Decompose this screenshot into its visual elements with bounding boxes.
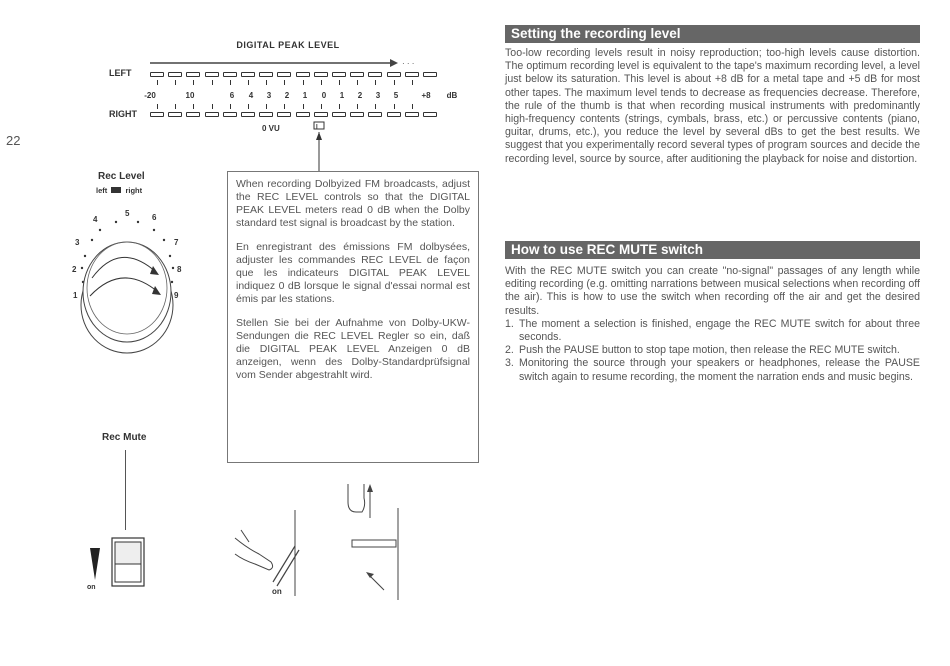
dial-number: 1 (73, 291, 78, 300)
meter-tick (266, 104, 267, 109)
meter-segment (332, 112, 346, 117)
rec-level-channels (96, 186, 166, 195)
meter-segment (423, 72, 437, 77)
meter-tick (375, 104, 376, 109)
meter-tick (175, 80, 176, 85)
scale-label: 3 (375, 91, 381, 100)
meter-segment (168, 112, 182, 117)
recording-level-body: Too-low recording levels result in noisy reproduction; too-high levels cause distortion. The optimum recording level is equivalent to the tape's maximum recording level, a level just below its saturation. This level is about +8 dB for a metal tape and +5 dB for most other tapes. The maximum level tends to decrease as frequencies decrease. Therefore, the rule of the thumb is that when recording musical instruments with predominantly high-frequency contents (strings, cymbals, brass, etc.) or percussive contents (piano, guitar, drums, etc.), you reduce the level by several dBs to get the best results. We suggest that you experimentally record several types of program sources and decide the recording level, source by source, after auditioning the playback for noise and distortion. (505, 47, 920, 165)
meter-tick (303, 104, 304, 109)
finger-on-label: on (272, 587, 282, 596)
meter-tick (284, 80, 285, 85)
svg-text:· · ·: · · · (402, 59, 415, 68)
meter-segment (387, 72, 401, 77)
meter-segment (296, 72, 310, 77)
meter-segment (223, 112, 237, 117)
page-number: 22 (6, 133, 21, 148)
scale-label: 6 (229, 91, 235, 100)
rec-mute-body: With the REC MUTE switch you can create "no-signal" passages of any length while editing recording (e.g. omitting narrations between musical selections when recording off the air). This is how to use the switch when recording off the air and get the desired results. (505, 265, 920, 317)
meter-tick (339, 104, 340, 109)
meter-segment (241, 72, 255, 77)
dial-number: 6 (152, 213, 157, 222)
svg-text:I: I (316, 124, 318, 131)
note-german: Stellen Sie bei der Aufnahme von Dolby-UKW-Sendungen die REC LEVEL Regler so ein, daß die DIGITAL PEAK LEVEL Anzeigen 0 dB anzeigen, wenn des Dolby-Standardprüfsignal vom Sender abgestrahlt wird. (236, 317, 470, 381)
rec-mute-section (505, 265, 920, 384)
meter-tick (248, 80, 249, 85)
meter-segment (168, 72, 182, 77)
meter-pointer (305, 120, 335, 175)
meter-tick (357, 104, 358, 109)
meter-tick (412, 104, 413, 109)
step-text: Monitoring the source through your speakers or headphones, release the PAUSE switch again to resume recording, the moment the narration ends and music begins. (519, 357, 920, 383)
meter-tick (193, 80, 194, 85)
meter-tick (321, 104, 322, 109)
dial-number: 5 (125, 209, 130, 218)
dial-number: 8 (177, 265, 182, 274)
finger-press-diagram (225, 510, 315, 600)
meter-segment (205, 72, 219, 77)
meter-segment (405, 72, 419, 77)
switch-on-label: on (87, 584, 96, 591)
scale-label: 10 (185, 91, 195, 100)
finger-release-diagram (340, 478, 420, 603)
meter-tick (230, 80, 231, 85)
rec-mute-steps (505, 318, 920, 384)
meter-tick (193, 104, 194, 109)
scale-label: dB (446, 91, 458, 100)
knob-indicator (111, 187, 121, 193)
meter-tick (321, 80, 322, 85)
meter-segment (296, 112, 310, 117)
heading-rec-mute: How to use REC MUTE switch (505, 241, 920, 259)
scale-label: 4 (248, 91, 254, 100)
meter-segment (368, 72, 382, 77)
meter-tick (266, 80, 267, 85)
meter-tick (339, 80, 340, 85)
meter-arrow (140, 55, 440, 71)
meter-tick (230, 104, 231, 109)
heading-recording-level: Setting the recording level (505, 25, 920, 43)
scale-label: 2 (357, 91, 363, 100)
meter-tick (375, 80, 376, 85)
meter-tick (248, 104, 249, 109)
right-channel-ticks (150, 104, 450, 110)
meter-segment (150, 112, 164, 117)
meter-tick (357, 80, 358, 85)
meter-segment (332, 72, 346, 77)
meter-tick (412, 80, 413, 85)
step-number: 3. (505, 357, 514, 370)
step-text: The moment a selection is finished, engage the REC MUTE switch for about three seconds. (519, 317, 920, 344)
meter-segment (387, 112, 401, 117)
meter-segment (350, 72, 364, 77)
meter-segment (277, 112, 291, 117)
scale-label: 5 (393, 91, 399, 100)
rec-mute-title: Rec Mute (102, 432, 147, 443)
meter-segment (314, 112, 328, 117)
step-text: Push the PAUSE button to stop tape motion, then release the REC MUTE switch. (519, 344, 900, 357)
rec-level-left-label: left (96, 186, 108, 195)
left-channel-ticks (150, 80, 450, 86)
rec-level-knob[interactable] (60, 200, 190, 360)
list-item (505, 344, 920, 357)
meter-segment (259, 112, 273, 117)
meter-left-label: LEFT (109, 68, 132, 78)
meter-right-label: RIGHT (109, 109, 137, 119)
meter-segment (186, 112, 200, 117)
list-item (505, 318, 920, 344)
step-number: 1. (505, 317, 514, 330)
vu-label: 0 VU (262, 124, 280, 133)
meter-tick (212, 104, 213, 109)
meter-segment (277, 72, 291, 77)
meter-segment (259, 72, 273, 77)
meter-segment (150, 72, 164, 77)
meter-segment (423, 112, 437, 117)
meter-segment (368, 112, 382, 117)
dial-number: 7 (174, 238, 179, 247)
meter-tick (394, 104, 395, 109)
scale-label: 2 (284, 91, 290, 100)
meter-segment (314, 72, 328, 77)
meter-tick (394, 80, 395, 85)
meter-tick (303, 80, 304, 85)
meter-scale (140, 91, 470, 103)
meter-segment (186, 72, 200, 77)
right-channel-segments (150, 111, 450, 119)
note-french: En enregistrant des émissions FM dolbysées, adjuster les commandes REC LEVEL de façon que les indicateurs DIGITAL PEAK LEVEL indiquez 0 dB lorsque le signal d'essai normal est émis par les stations. (236, 241, 470, 305)
step-number: 2. (505, 344, 514, 357)
scale-label: +8 (421, 91, 431, 100)
list-item (505, 357, 920, 383)
scale-label: 1 (339, 91, 345, 100)
meter-tick (157, 80, 158, 85)
meter-tick (157, 104, 158, 109)
meter-tick (175, 104, 176, 109)
meter-segment (405, 112, 419, 117)
scale-label: -20 (144, 91, 156, 100)
dolby-note-box (227, 171, 479, 463)
dial-number: 9 (174, 291, 179, 300)
meter-segment (350, 112, 364, 117)
note-english: When recording Dolbyized FM broadcasts, adjust the REC LEVEL controls so that the DIGITAL PEAK LEVEL meters read 0 dB when the Dolby standard test signal is broadcast by the station. (236, 178, 470, 229)
meter-title: DIGITAL PEAK LEVEL (236, 40, 340, 50)
rec-level-right-label: right (125, 186, 143, 195)
meter-tick (212, 80, 213, 85)
scale-label: 3 (266, 91, 272, 100)
rec-level-title: Rec Level (98, 171, 145, 182)
scale-label: 0 (321, 91, 327, 100)
dial-number: 2 (72, 265, 77, 274)
dial-number: 4 (93, 215, 98, 224)
meter-segment (241, 112, 255, 117)
meter-tick (284, 104, 285, 109)
scale-label: 1 (302, 91, 308, 100)
left-channel-segments (150, 71, 450, 79)
rec-mute-leader (125, 450, 126, 530)
dial-number: 3 (75, 238, 80, 247)
meter-segment (223, 72, 237, 77)
meter-segment (205, 112, 219, 117)
